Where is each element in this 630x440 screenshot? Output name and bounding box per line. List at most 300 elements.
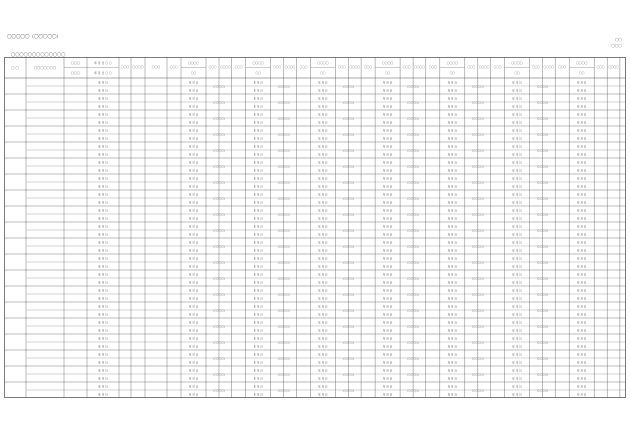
ledger-table xyxy=(4,57,626,398)
cell-note: （〇〇〇〇） xyxy=(405,277,421,281)
cell-group-date: 年 月 日 xyxy=(188,313,199,317)
cell-group-date: 年 月 日 xyxy=(253,353,263,357)
cell-group-date: 年 月 日 xyxy=(318,337,328,341)
header-group-1-col-h: 〇〇〇〇 xyxy=(220,66,231,69)
cell-group-date: 年 月 日 xyxy=(188,273,199,277)
cell-group-date: 年 月 日 xyxy=(318,353,328,357)
cell-date-a: 年 月 日 xyxy=(98,273,108,277)
cell-group-date: 年 月 日 xyxy=(318,193,328,197)
cell-group-date: 年 月 日 xyxy=(253,145,263,149)
cell-group-date: 年 月 日 xyxy=(382,385,393,389)
cell-group-date: 年 月 日 xyxy=(576,337,587,341)
cell-group-date: 年 月 日 xyxy=(447,321,458,325)
cell-group-date: 年 月 日 xyxy=(188,209,199,213)
cell-note: （〇〇〇〇） xyxy=(405,197,421,201)
cell-note: （〇〇〇〇） xyxy=(405,245,421,249)
cell-group-date: 年 月 日 xyxy=(576,201,587,205)
cell-group-date: 年 月 日 xyxy=(188,289,199,293)
form-id: 〇〇〇〇〇（〇〇〇〇〇） xyxy=(7,35,61,40)
cell-group-date: 年 月 日 xyxy=(512,273,522,277)
cell-group-date: 年 月 日 xyxy=(318,241,328,245)
cell-group-date: 年 月 日 xyxy=(576,217,587,221)
cell-note: （〇〇〇〇） xyxy=(405,133,421,137)
cell-group-date: 年 月 日 xyxy=(382,137,393,141)
cell-note: （〇〇〇〇） xyxy=(276,389,291,393)
cell-note: （〇〇〇〇） xyxy=(470,389,485,393)
cell-group-date: 年 月 日 xyxy=(188,185,199,189)
cell-note: （〇〇〇〇） xyxy=(211,229,227,233)
header-group-4-col-f: 〇〇〇 xyxy=(364,66,372,69)
cell-group-date: 年 月 日 xyxy=(318,345,328,349)
cell-group-date: 年 月 日 xyxy=(576,129,587,133)
cell-note: （〇〇〇〇） xyxy=(211,325,227,329)
cell-group-date: 年 月 日 xyxy=(318,257,328,261)
cell-group-date: 年 月 日 xyxy=(318,225,328,229)
cell-group-date: 年 月 日 xyxy=(188,345,199,349)
cell-note: （〇〇〇〇） xyxy=(535,357,550,361)
cell-group-date: 年 月 日 xyxy=(188,393,199,397)
cell-group-date: 年 月 日 xyxy=(512,225,522,229)
cell-group-date: 年 月 日 xyxy=(253,249,263,253)
cell-group-date: 年 月 日 xyxy=(447,137,458,141)
cell-group-date: 年 月 日 xyxy=(512,89,522,93)
cell-group-date: 年 月 日 xyxy=(253,185,263,189)
cell-group-date: 年 月 日 xyxy=(447,393,458,397)
cell-note: （〇〇〇〇） xyxy=(405,213,421,217)
cell-group-date: 年 月 日 xyxy=(253,377,263,381)
cell-group-date: 年 月 日 xyxy=(576,185,587,189)
cell-group-date: 年 月 日 xyxy=(382,113,393,117)
cell-group-date: 年 月 日 xyxy=(447,353,458,357)
cell-group-date: 年 月 日 xyxy=(188,377,199,381)
cell-group-date: 年 月 日 xyxy=(382,337,393,341)
cell-note: （〇〇〇〇） xyxy=(276,309,291,313)
header-group-3-col-h: 〇〇〇〇 xyxy=(349,66,360,69)
cell-note: （〇〇〇〇） xyxy=(341,165,356,169)
cell-group-date: 年 月 日 xyxy=(382,393,393,397)
cell-group-date: 年 月 日 xyxy=(253,89,263,93)
cell-group-date: 年 月 日 xyxy=(188,321,199,325)
cell-group-date: 年 月 日 xyxy=(576,321,587,325)
cell-group-date: 年 月 日 xyxy=(253,225,263,229)
cell-group-date: 年 月 日 xyxy=(382,265,393,269)
cell-note: （〇〇〇〇） xyxy=(341,293,356,297)
cell-group-date: 年 月 日 xyxy=(447,89,458,93)
cell-note: （〇〇〇〇） xyxy=(470,325,485,329)
cell-group-date: 年 月 日 xyxy=(447,209,458,213)
cell-group-date: 年 月 日 xyxy=(382,289,393,293)
cell-date-a: 年 月 日 xyxy=(98,377,108,381)
cell-note: （〇〇〇〇） xyxy=(211,261,227,265)
cell-group-date: 年 月 日 xyxy=(512,121,522,125)
cell-date-a: 年 月 日 xyxy=(98,145,108,149)
cell-note: （〇〇〇〇） xyxy=(341,197,356,201)
header-col-a-bottom: 〇〇〇 xyxy=(70,71,81,75)
cell-note: （〇〇〇〇） xyxy=(535,213,550,217)
cell-date-a: 年 月 日 xyxy=(98,265,108,269)
cell-group-date: 年 月 日 xyxy=(253,137,263,141)
cell-group-date: 年 月 日 xyxy=(512,289,522,293)
cell-note: （〇〇〇〇） xyxy=(211,133,227,137)
cell-group-date: 年 月 日 xyxy=(447,97,458,101)
cell-note: （〇〇〇〇） xyxy=(405,341,421,345)
cell-group-date: 年 月 日 xyxy=(188,81,199,85)
cell-group-date: 年 月 日 xyxy=(318,89,328,93)
cell-group-date: 年 月 日 xyxy=(576,105,587,109)
cell-group-date: 年 月 日 xyxy=(576,377,587,381)
cell-group-date: 年 月 日 xyxy=(576,329,587,333)
cell-group-date: 年 月 日 xyxy=(512,369,522,373)
cell-group-date: 年 月 日 xyxy=(576,113,587,117)
cell-group-date: 年 月 日 xyxy=(512,393,522,397)
cell-date-a: 年 月 日 xyxy=(98,153,108,157)
cell-group-date: 年 月 日 xyxy=(318,217,328,221)
cell-note: （〇〇〇〇） xyxy=(535,117,550,121)
cell-group-date: 年 月 日 xyxy=(447,121,458,125)
cell-note: （〇〇〇〇） xyxy=(535,133,550,137)
cell-group-date: 年 月 日 xyxy=(447,385,458,389)
cell-group-date: 年 月 日 xyxy=(512,321,522,325)
cell-group-date: 年 月 日 xyxy=(318,377,328,381)
cell-group-date: 年 月 日 xyxy=(382,297,393,301)
cell-date-a: 年 月 日 xyxy=(98,161,108,165)
cell-note: （〇〇〇〇） xyxy=(470,341,485,345)
header-group-3-top: 〇〇〇〇 xyxy=(317,61,329,65)
cell-note: （〇〇〇〇） xyxy=(276,165,291,169)
cell-group-date: 年 月 日 xyxy=(253,233,263,237)
header-group-7-col-g: 〇〇〇 xyxy=(596,66,605,69)
cell-group-date: 年 月 日 xyxy=(318,129,328,133)
cell-group-date: 年 月 日 xyxy=(382,361,393,365)
cell-group-date: 年 月 日 xyxy=(188,265,199,269)
cell-group-date: 年 月 日 xyxy=(318,329,328,333)
cell-group-date: 年 月 日 xyxy=(512,297,522,301)
cell-note: （〇〇〇〇） xyxy=(341,133,356,137)
cell-note: （〇〇〇〇） xyxy=(211,149,227,153)
cell-note: （〇〇〇〇） xyxy=(211,181,227,185)
cell-date-a: 年 月 日 xyxy=(98,385,108,389)
cell-group-date: 年 月 日 xyxy=(512,329,522,333)
cell-group-date: 年 月 日 xyxy=(576,313,587,317)
cell-group-date: 年 月 日 xyxy=(576,265,587,269)
cell-note: （〇〇〇〇） xyxy=(341,309,356,313)
cell-group-date: 年 月 日 xyxy=(512,385,522,389)
header-col-c: 〇〇〇 xyxy=(120,65,130,69)
cell-note: （〇〇〇〇） xyxy=(341,277,356,281)
cell-group-date: 年 月 日 xyxy=(512,305,522,309)
header-group-6-col-g: 〇〇〇 xyxy=(532,66,540,69)
cell-group-date: 年 月 日 xyxy=(447,217,458,221)
ledger-title: 〇〇〇〇〇〇〇〇〇〇〇〇〇 xyxy=(11,52,66,57)
cell-note: （〇〇〇〇） xyxy=(470,117,485,121)
cell-date-a: 年 月 日 xyxy=(98,345,108,349)
cell-note: （〇〇〇〇） xyxy=(405,117,421,121)
header-group-7-top: 〇〇〇〇 xyxy=(576,61,588,65)
cell-group-date: 年 月 日 xyxy=(318,289,328,293)
header-group-1-col-g: 〇〇〇 xyxy=(208,66,217,69)
cell-group-date: 年 月 日 xyxy=(576,273,587,277)
cell-date-a: 年 月 日 xyxy=(98,241,108,245)
cell-group-date: 年 月 日 xyxy=(447,201,458,205)
cell-group-date: 年 月 日 xyxy=(318,297,328,301)
top-right-label-1: 〇〇 xyxy=(614,38,622,42)
cell-group-date: 年 月 日 xyxy=(382,89,393,93)
cell-note: （〇〇〇〇） xyxy=(535,341,550,345)
cell-group-date: 年 月 日 xyxy=(382,345,393,349)
cell-note: （〇〇〇〇） xyxy=(341,341,356,345)
cell-group-date: 年 月 日 xyxy=(188,105,199,109)
cell-group-date: 年 月 日 xyxy=(382,129,393,133)
cell-note: （〇〇〇〇） xyxy=(341,101,356,105)
cell-note: （〇〇〇〇） xyxy=(211,341,227,345)
header-group-5-top: 〇〇〇〇 xyxy=(446,61,458,65)
cell-group-date: 年 月 日 xyxy=(447,377,458,381)
cell-group-date: 年 月 日 xyxy=(382,369,393,373)
cell-group-date: 年 月 日 xyxy=(382,321,393,325)
cell-group-date: 年 月 日 xyxy=(512,137,522,141)
header-group-4-sub: 〇〇 xyxy=(385,72,391,75)
cell-note: （〇〇〇〇） xyxy=(405,373,421,377)
cell-group-date: 年 月 日 xyxy=(188,137,199,141)
cell-group-date: 年 月 日 xyxy=(188,385,199,389)
cell-group-date: 年 月 日 xyxy=(447,113,458,117)
cell-group-date: 年 月 日 xyxy=(576,145,587,149)
cell-group-date: 年 月 日 xyxy=(512,241,522,245)
cell-group-date: 年 月 日 xyxy=(512,177,522,181)
cell-group-date: 年 月 日 xyxy=(253,217,263,221)
cell-note: （〇〇〇〇） xyxy=(470,373,485,377)
cell-note: （〇〇〇〇） xyxy=(405,229,421,233)
cell-note: （〇〇〇〇） xyxy=(341,229,356,233)
cell-group-date: 年 月 日 xyxy=(512,265,522,269)
cell-note: （〇〇〇〇） xyxy=(341,181,356,185)
cell-note: （〇〇〇〇） xyxy=(341,373,356,377)
cell-note: （〇〇〇〇） xyxy=(211,85,227,89)
cell-note: （〇〇〇〇） xyxy=(341,357,356,361)
cell-group-date: 年 月 日 xyxy=(447,249,458,253)
cell-note: （〇〇〇〇） xyxy=(276,101,291,105)
header-group-7-col-f: 〇〇〇 xyxy=(558,66,567,69)
cell-date-a: 年 月 日 xyxy=(98,225,108,229)
header-col-d: 〇〇〇〇 xyxy=(132,65,144,69)
cell-note: （〇〇〇〇） xyxy=(535,277,550,281)
cell-group-date: 年 月 日 xyxy=(512,113,522,117)
cell-group-date: 年 月 日 xyxy=(318,113,328,117)
cell-group-date: 年 月 日 xyxy=(512,129,522,133)
cell-note: （〇〇〇〇） xyxy=(405,261,421,265)
cell-group-date: 年 月 日 xyxy=(382,105,393,109)
cell-group-date: 年 月 日 xyxy=(447,289,458,293)
cell-date-a: 年 月 日 xyxy=(98,81,108,85)
cell-group-date: 年 月 日 xyxy=(382,217,393,221)
cell-note: （〇〇〇〇） xyxy=(341,245,356,249)
cell-group-date: 年 月 日 xyxy=(447,297,458,301)
header-group-2-col-g: 〇〇〇 xyxy=(273,66,282,69)
cell-date-a: 年 月 日 xyxy=(98,329,108,333)
cell-group-date: 年 月 日 xyxy=(576,257,587,261)
cell-group-date: 年 月 日 xyxy=(188,369,199,373)
cell-group-date: 年 月 日 xyxy=(447,233,458,237)
cell-group-date: 年 月 日 xyxy=(382,121,393,125)
cell-group-date: 年 月 日 xyxy=(253,273,263,277)
cell-note: （〇〇〇〇） xyxy=(535,261,550,265)
cell-date-a: 年 月 日 xyxy=(98,369,108,373)
cell-group-date: 年 月 日 xyxy=(382,313,393,317)
cell-group-date: 年 月 日 xyxy=(188,361,199,365)
cell-group-date: 年 月 日 xyxy=(512,353,522,357)
cell-group-date: 年 月 日 xyxy=(188,201,199,205)
cell-group-date: 年 月 日 xyxy=(576,305,587,309)
cell-group-date: 年 月 日 xyxy=(382,153,393,157)
cell-group-date: 年 月 日 xyxy=(318,265,328,269)
cell-note: （〇〇〇〇） xyxy=(276,133,291,137)
cell-group-date: 年 月 日 xyxy=(576,281,587,285)
cell-group-date: 年 月 日 xyxy=(576,385,587,389)
cell-group-date: 年 月 日 xyxy=(188,337,199,341)
cell-note: （〇〇〇〇） xyxy=(470,213,485,217)
cell-group-date: 年 月 日 xyxy=(188,97,199,101)
cell-group-date: 年 月 日 xyxy=(382,145,393,149)
cell-group-date: 年 月 日 xyxy=(382,225,393,229)
cell-date-a: 年 月 日 xyxy=(98,137,108,141)
cell-group-date: 年 月 日 xyxy=(382,273,393,277)
cell-group-date: 年 月 日 xyxy=(253,81,263,85)
cell-group-date: 年 月 日 xyxy=(188,241,199,245)
cell-group-date: 年 月 日 xyxy=(576,289,587,293)
cell-note: （〇〇〇〇） xyxy=(470,277,485,281)
cell-note: （〇〇〇〇） xyxy=(405,85,421,89)
cell-group-date: 年 月 日 xyxy=(318,209,328,213)
cell-group-date: 年 月 日 xyxy=(447,241,458,245)
cell-group-date: 年 月 日 xyxy=(512,257,522,261)
cell-group-date: 年 月 日 xyxy=(253,209,263,213)
cell-group-date: 年 月 日 xyxy=(253,337,263,341)
cell-group-date: 年 月 日 xyxy=(382,169,393,173)
top-right-labels xyxy=(611,37,622,49)
cell-group-date: 年 月 日 xyxy=(253,305,263,309)
cell-group-date: 年 月 日 xyxy=(318,385,328,389)
cell-date-a: 年 月 日 xyxy=(98,97,108,101)
cell-date-a: 年 月 日 xyxy=(98,257,108,261)
header-date-a-top: 年 月 日 〇 〇 xyxy=(94,61,112,65)
cell-group-date: 年 月 日 xyxy=(318,361,328,365)
cell-note: （〇〇〇〇） xyxy=(276,117,291,121)
cell-note: （〇〇〇〇） xyxy=(211,309,227,313)
cell-group-date: 年 月 日 xyxy=(318,313,328,317)
cell-date-a: 年 月 日 xyxy=(98,289,108,293)
cell-group-date: 年 月 日 xyxy=(188,281,199,285)
cell-group-date: 年 月 日 xyxy=(318,281,328,285)
cell-note: （〇〇〇〇） xyxy=(211,197,227,201)
cell-group-date: 年 月 日 xyxy=(576,169,587,173)
cell-note: （〇〇〇〇） xyxy=(341,85,356,89)
cell-note: （〇〇〇〇） xyxy=(211,101,227,105)
cell-note: （〇〇〇〇） xyxy=(470,149,485,153)
cell-note: （〇〇〇〇） xyxy=(211,117,227,121)
cell-group-date: 年 月 日 xyxy=(447,225,458,229)
cell-group-date: 年 月 日 xyxy=(447,177,458,181)
cell-group-date: 年 月 日 xyxy=(447,265,458,269)
cell-date-a: 年 月 日 xyxy=(98,209,108,213)
cell-note: （〇〇〇〇） xyxy=(341,325,356,329)
cell-group-date: 年 月 日 xyxy=(318,201,328,205)
cell-date-a: 年 月 日 xyxy=(98,321,108,325)
cell-date-a: 年 月 日 xyxy=(98,121,108,125)
cell-note: （〇〇〇〇） xyxy=(211,213,227,217)
cell-note: （〇〇〇〇） xyxy=(211,357,227,361)
cell-note: （〇〇〇〇） xyxy=(535,229,550,233)
cell-group-date: 年 月 日 xyxy=(576,225,587,229)
cell-group-date: 年 月 日 xyxy=(576,369,587,373)
cell-group-date: 年 月 日 xyxy=(188,113,199,117)
cell-group-date: 年 月 日 xyxy=(512,337,522,341)
cell-note: （〇〇〇〇） xyxy=(276,261,291,265)
header-group-1-top: 〇〇〇〇 xyxy=(187,61,200,65)
cell-group-date: 年 月 日 xyxy=(188,257,199,261)
cell-group-date: 年 月 日 xyxy=(318,393,328,397)
cell-note: （〇〇〇〇） xyxy=(211,293,227,297)
cell-group-date: 年 月 日 xyxy=(382,177,393,181)
cell-date-a: 年 月 日 xyxy=(98,233,108,237)
cell-group-date: 年 月 日 xyxy=(188,89,199,93)
cell-group-date: 年 月 日 xyxy=(382,201,393,205)
cell-group-date: 年 月 日 xyxy=(576,153,587,157)
header-group-5-col-f: 〇〇〇 xyxy=(428,66,437,69)
cell-note: （〇〇〇〇） xyxy=(470,293,485,297)
cell-group-date: 年 月 日 xyxy=(447,129,458,133)
cell-group-date: 年 月 日 xyxy=(512,193,522,197)
header-group-6-top: 〇〇〇〇 xyxy=(511,61,523,65)
cell-group-date: 年 月 日 xyxy=(447,145,458,149)
cell-group-date: 年 月 日 xyxy=(512,185,522,189)
cell-note: （〇〇〇〇） xyxy=(405,309,421,313)
cell-note: （〇〇〇〇） xyxy=(276,229,291,233)
cell-group-date: 年 月 日 xyxy=(318,121,328,125)
cell-date-a: 年 月 日 xyxy=(98,201,108,205)
cell-group-date: 年 月 日 xyxy=(576,177,587,181)
cell-note: （〇〇〇〇） xyxy=(470,101,485,105)
header-group-5-col-h: 〇〇〇〇 xyxy=(478,66,490,69)
cell-note: （〇〇〇〇） xyxy=(470,85,485,89)
cell-group-date: 年 月 日 xyxy=(188,145,199,149)
cell-group-date: 年 月 日 xyxy=(512,209,522,213)
cell-note: （〇〇〇〇） xyxy=(470,197,485,201)
cell-group-date: 年 月 日 xyxy=(188,153,199,157)
header-group-5-sub: 〇〇 xyxy=(449,72,455,75)
cell-group-date: 年 月 日 xyxy=(253,361,263,365)
cell-group-date: 年 月 日 xyxy=(188,121,199,125)
cell-group-date: 年 月 日 xyxy=(188,129,199,133)
cell-note: （〇〇〇〇） xyxy=(211,245,227,249)
cell-group-date: 年 月 日 xyxy=(576,89,587,93)
cell-group-date: 年 月 日 xyxy=(188,225,199,229)
cell-date-a: 年 月 日 xyxy=(98,193,108,197)
cell-group-date: 年 月 日 xyxy=(576,97,587,101)
cell-date-a: 年 月 日 xyxy=(98,281,108,285)
cell-note: （〇〇〇〇） xyxy=(470,245,485,249)
cell-note: （〇〇〇〇） xyxy=(276,325,291,329)
cell-date-a: 年 月 日 xyxy=(98,177,108,181)
cell-group-date: 年 月 日 xyxy=(253,281,263,285)
cell-note: （〇〇〇〇） xyxy=(535,325,550,329)
cell-date-a: 年 月 日 xyxy=(98,105,108,109)
cell-note: （〇〇〇〇） xyxy=(535,389,550,393)
cell-group-date: 年 月 日 xyxy=(382,353,393,357)
header-col-a-top: 〇〇〇 xyxy=(70,61,81,65)
cell-group-date: 年 月 日 xyxy=(512,169,522,173)
cell-group-date: 年 月 日 xyxy=(318,81,328,85)
cell-note: （〇〇〇〇） xyxy=(276,181,291,185)
